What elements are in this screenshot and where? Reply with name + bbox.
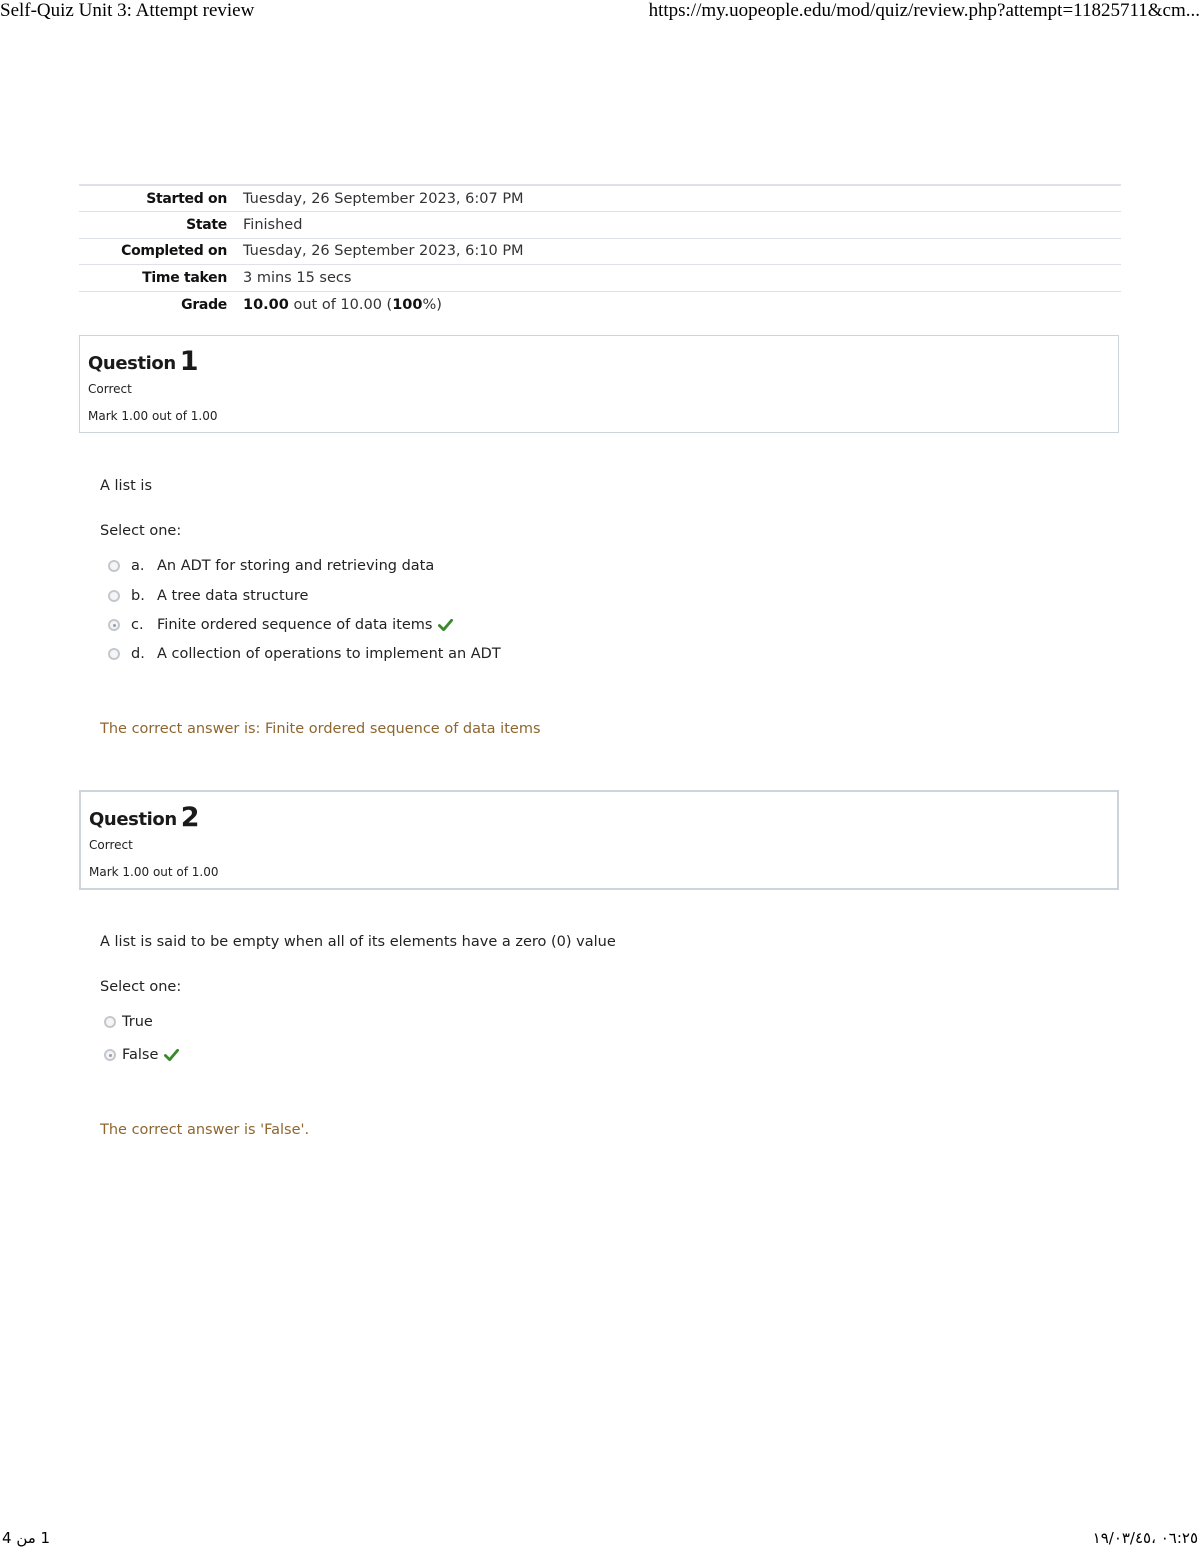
question-2-answer-true[interactable] (104, 1011, 153, 1033)
summary-row-grade (79, 291, 1121, 318)
grade-outof: out of 10.00 ( (288, 296, 393, 313)
print-header (0, 0, 1200, 26)
radio-button[interactable] (108, 590, 120, 602)
question-2-mark: Mark 1.00 out of 1.00 (89, 865, 219, 879)
question-1-feedback: The correct answer is: Finite ordered sequence of data items (100, 721, 541, 737)
answer-text: True (122, 1014, 153, 1030)
question-1-prompt: Select one: (100, 523, 182, 539)
print-page-url: https://my.uopeople.edu/mod/quiz/review.php?attempt=11825711&cm... (648, 0, 1200, 21)
radio-button[interactable] (104, 1016, 116, 1028)
question-1-state: Correct (88, 382, 132, 396)
state-value: Finished (243, 216, 303, 233)
started-on-value: Tuesday, 26 September 2023, 6:07 PM (243, 190, 524, 207)
question-1-info (79, 335, 1119, 433)
question-1-answer-c[interactable] (108, 614, 453, 636)
state-label: State (186, 216, 227, 233)
question-1-number: 1 (179, 346, 199, 377)
question-1-answer-d[interactable] (108, 643, 501, 665)
radio-button-checked[interactable] (104, 1049, 116, 1061)
correct-check-icon (164, 1048, 179, 1062)
completed-on-label: Completed on (121, 243, 227, 260)
question-2-feedback: The correct answer is 'False'. (100, 1122, 310, 1138)
question-2-number: 2 (180, 802, 200, 833)
summary-row-completed (79, 238, 1121, 265)
summary-row-state (79, 212, 1121, 239)
grade-score: 10.00 (243, 296, 289, 313)
grade-suffix: %) (422, 296, 442, 313)
radio-button[interactable] (108, 648, 120, 660)
answer-letter: c. (131, 617, 144, 633)
grade-value (243, 291, 1121, 318)
time-taken-label: Time taken (142, 269, 227, 286)
question-1-heading (88, 346, 198, 377)
attempt-summary-table (79, 184, 1121, 318)
question-2-info (79, 790, 1119, 890)
print-footer (0, 1527, 1200, 1553)
answer-letter: b. (131, 588, 145, 604)
radio-button[interactable] (108, 560, 120, 572)
question-1-answer-b[interactable] (108, 585, 308, 607)
grade-percent: 100 (392, 296, 423, 313)
time-taken-value: 3 mins 15 secs (243, 269, 352, 286)
question-1-answer-a[interactable] (108, 555, 434, 577)
summary-row-time (79, 265, 1121, 292)
answer-letter: d. (131, 646, 145, 662)
grade-label: Grade (181, 296, 227, 313)
radio-button-checked[interactable] (108, 619, 120, 631)
question-2-heading (89, 802, 199, 833)
answer-text: Finite ordered sequence of data items (157, 617, 433, 633)
page-counter: 1 من 4 (2, 1529, 51, 1547)
question-2-text: A list is said to be empty when all of its elements have a zero (0) value (100, 934, 616, 950)
correct-check-icon (438, 618, 453, 632)
answer-text: False (122, 1047, 159, 1063)
answer-text: A collection of operations to implement an ADT (157, 646, 501, 662)
answer-letter: a. (131, 558, 145, 574)
question-2-heading-label: Question (89, 809, 177, 830)
question-2-answer-false[interactable] (104, 1044, 179, 1066)
print-page-title: Self-Quiz Unit 3: Attempt review (0, 0, 255, 21)
answer-text: A tree data structure (157, 588, 309, 604)
answer-text: An ADT for storing and retrieving data (157, 558, 435, 574)
question-2-prompt: Select one: (100, 979, 182, 995)
question-1-text: A list is (100, 478, 153, 494)
completed-on-value: Tuesday, 26 September 2023, 6:10 PM (243, 243, 524, 260)
question-1-mark: Mark 1.00 out of 1.00 (88, 409, 218, 423)
started-on-label: Started on (146, 190, 227, 207)
question-2-state: Correct (89, 838, 133, 852)
question-1-heading-label: Question (88, 353, 176, 374)
summary-row-started (79, 185, 1121, 212)
print-datetime: ٠٦:٢٥ ،١٩/٠٣/٤٥ (1092, 1529, 1198, 1547)
